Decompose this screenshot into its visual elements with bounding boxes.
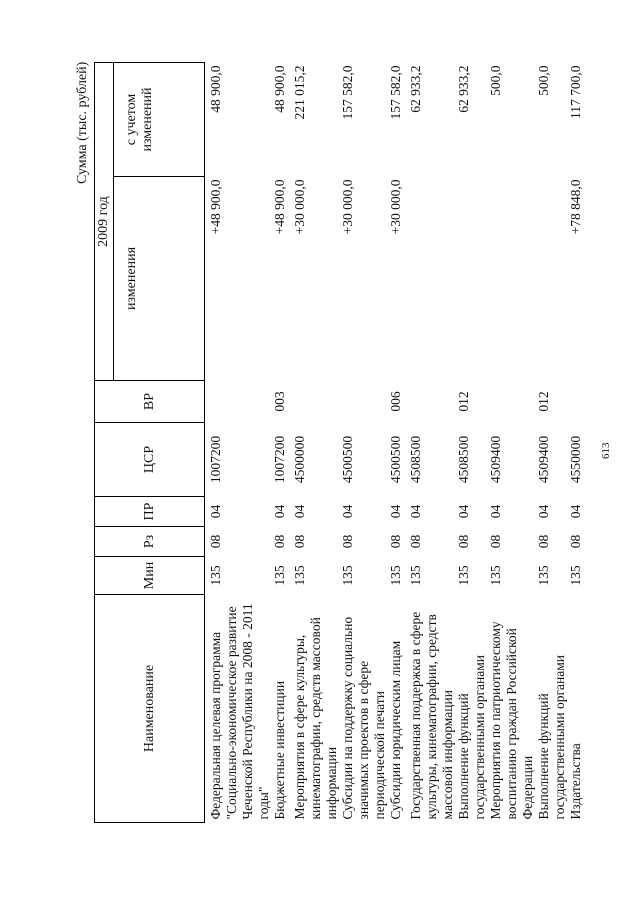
row-vr [292,381,340,423]
row-csr: 4508500 [456,435,471,484]
row-csr: 1007200 [272,435,287,484]
row-total: 117 700,0 [568,65,583,119]
row-change [408,177,456,381]
row-min: 135 [208,565,223,586]
row-vr [408,381,456,423]
row-total: 62 933,2 [456,65,471,113]
page-number: 613 [600,442,612,459]
table-row [340,63,388,823]
row-rz: 08 [388,534,403,549]
row-pr: 04 [488,504,503,519]
row-total: 62 933,2 [408,65,423,113]
row-name: Субсидии на поддержку социально значимых проектов в сфере периодической печати [340,616,387,820]
header-rz: Рз [95,527,205,557]
row-min: 135 [340,565,355,586]
table-row [568,63,588,823]
row-csr: 4508500 [408,435,423,484]
row-total: 48 900,0 [208,65,223,113]
row-pr: 04 [272,504,287,519]
row-name: Федеральная целевая программа "Социально-экономическое развитие Чеченской Республики на 2008 - 2011 годы" [208,603,271,820]
row-rz: 08 [488,534,503,549]
row-total: 157 582,0 [388,65,403,120]
row-pr: 04 [292,504,307,519]
row-min: 135 [536,565,551,586]
amount-caption: Сумма (тыс. рублей) [75,61,90,184]
header-year: 2009 год [95,63,114,381]
header-name: Наименование [95,595,205,823]
row-rz: 08 [536,534,551,549]
row-csr: 4550000 [568,435,583,484]
row-name: Издательства [568,743,583,820]
row-vr: 003 [272,391,287,412]
table-row [205,63,273,823]
row-min: 135 [488,565,503,586]
header-csr: ЦСР [95,423,205,497]
row-change: +30 000,0 [388,179,403,235]
row-vr [205,381,273,423]
row-pr: 04 [568,504,583,519]
row-change: +30 000,0 [292,179,307,235]
row-name: Выполнение функций государственными органами [536,655,567,820]
row-pr: 04 [340,504,355,519]
row-change: +30 000,0 [340,179,355,235]
row-rz: 08 [292,534,307,549]
row-change [456,177,488,381]
row-rz: 08 [408,534,423,549]
row-change [536,177,568,381]
row-change: +78 848,0 [568,179,583,235]
row-vr [568,381,588,423]
row-change: +48 900,0 [272,179,287,235]
row-pr: 04 [388,504,403,519]
row-name: Выполнение функций государственными органами [456,655,487,820]
header-pr: ПР [95,497,205,527]
row-min: 135 [456,565,471,586]
row-name: Мероприятия по патриотическому воспитанию граждан Российской Федерации [488,621,535,820]
row-change: +48 900,0 [208,179,223,235]
table-row [488,63,536,823]
row-csr: 4509400 [488,435,503,484]
table-row [388,63,408,823]
row-min: 135 [408,565,423,586]
row-vr: 012 [456,391,471,412]
row-csr: 4500000 [292,435,307,484]
row-csr: 4500500 [340,435,355,484]
row-csr: 1007200 [208,435,223,484]
row-pr: 04 [408,504,423,519]
row-vr: 006 [388,391,403,412]
row-rz: 08 [456,534,471,549]
row-min: 135 [388,565,403,586]
row-total: 157 582,0 [340,65,355,120]
row-min: 135 [568,565,583,586]
row-total: 500,0 [536,65,551,96]
row-rz: 08 [208,534,223,549]
row-rz: 08 [340,534,355,549]
row-rz: 08 [568,534,583,549]
header-min: Мин [95,557,205,595]
row-total: 500,0 [488,65,503,96]
row-vr: 012 [536,391,551,412]
row-name: Мероприятия в сфере культуры, кинематографии, средств массовой информации [292,617,339,820]
row-name: Бюджетные инвестиции [272,680,287,820]
row-rz: 08 [272,534,287,549]
budget-table [94,62,588,823]
row-pr: 04 [456,504,471,519]
row-min: 135 [292,565,307,586]
table-row [456,63,488,823]
table-row [272,63,292,823]
header-with-change: с учетом изменений [114,63,205,177]
row-name: Субсидии юридическим лицам [388,640,403,820]
table-row [408,63,456,823]
row-pr: 04 [536,504,551,519]
row-vr [340,381,388,423]
row-csr: 4509400 [536,435,551,484]
header-change: изменения [114,177,205,381]
header-vr: ВР [95,381,205,423]
row-pr: 04 [208,504,223,519]
row-vr [488,381,536,423]
row-total: 48 900,0 [272,65,287,113]
table-row [536,63,568,823]
row-total: 221 015,2 [292,65,307,120]
row-min: 135 [272,565,287,586]
row-name: Государственная поддержка в сфере культуры, кинематографии, средств массовой информации [408,611,455,820]
table-row [292,63,340,823]
row-change [488,177,536,381]
row-csr: 4500500 [388,435,403,484]
